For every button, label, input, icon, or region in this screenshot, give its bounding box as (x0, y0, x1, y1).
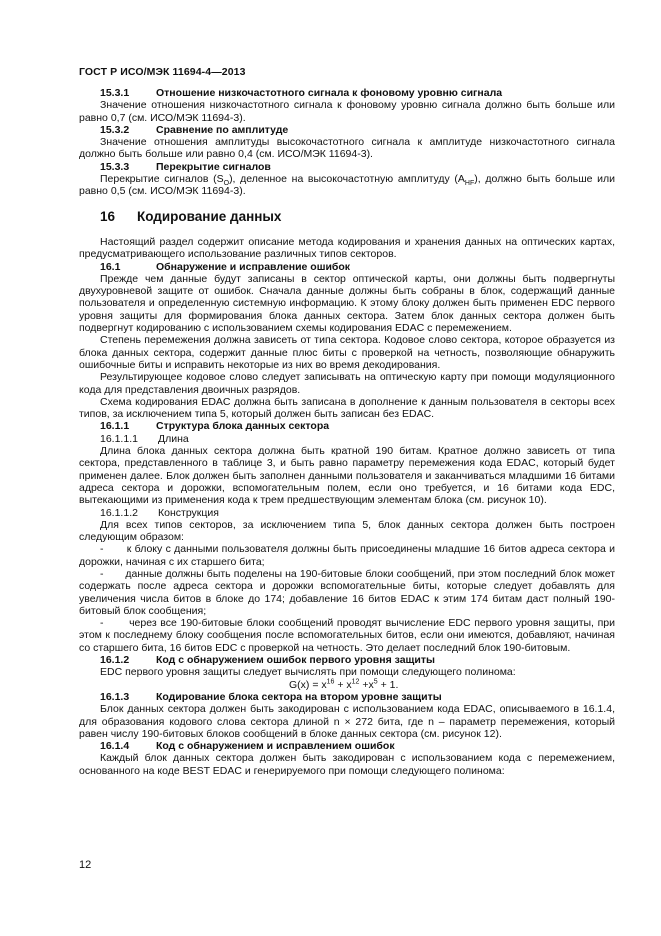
paragraph (79, 173, 615, 198)
section-number: 16.1.1.2 (100, 506, 138, 519)
section-number: 16.1.4 (100, 740, 130, 753)
section-title: Длина (158, 432, 189, 445)
text-fragment: ), деленное на высокочастотную амплитуду (A (229, 173, 465, 186)
heading-16-1-3 (79, 691, 615, 703)
section-title: Сравнение по амплитуде (156, 123, 289, 136)
paragraph: EDC первого уровня защиты следует вычислять при помощи следующего полинома: (100, 666, 516, 679)
heading-16-1-1-2 (79, 507, 615, 519)
section-title: Кодирование блока сектора на втором уровне защиты (156, 690, 442, 703)
list-item-text: через все 190-битовые блоки сообщений проводят вычисление EDC первого уровня защиты, при этом к последнему блоку сообщения после вспомогательных битов, если они имеются, добавляют, начиная со старшего бита, 16 битов EDC с проверкой на четность. Это делает последний блок 190-битовым. (79, 617, 616, 654)
dash-marker: - (100, 617, 104, 630)
document-header: ГОСТ Р ИСО/МЭК 11694-4—2013 (79, 66, 246, 78)
dash-marker: - (100, 543, 104, 556)
paragraph: Результирующее кодовое слово следует записывать на оптическую карту при помощи модуляционного кода для представления двоичных разрядов. (79, 371, 615, 396)
heading-16-1-1-1 (79, 433, 615, 445)
section-number: 16.1.2 (100, 654, 130, 667)
formula-part: + 1. (377, 678, 399, 691)
section-title: Структура блока данных сектора (156, 420, 330, 433)
formula-part: +x (359, 678, 374, 691)
section-number: 15.3.2 (100, 123, 130, 136)
paragraph: Значение отношения низкочастотного сигнала к фоновому уровню сигнала должно быть больше или равно 0,7 (см. ИСО/МЭК 11694-3). (79, 99, 615, 124)
heading-16-1-2 (79, 654, 615, 666)
paragraph: Значение отношения амплитуды высокочастотного сигнала к амплитуде низкочастотного сигнала должно быть больше или равно 0,4 (см. ИСО/МЭК 11694-3). (79, 136, 615, 161)
paragraph: Для всех типов секторов, за исключением типа 5, блок данных сектора должен быть построен следующим образом: (79, 518, 615, 544)
heading-15-3-3 (79, 161, 615, 173)
exponent: 12 (351, 678, 360, 686)
list-item-text: данные должны быть поделены на 190-битовые блоки сообщений, при этом последний блок может содержать после адреса сектора и дорожки вспомогательные биты, которые следует добавлять для увеличения числа битов в блоке до 174; добавление 16 битов EDAC к этим 174 битам даст полный 190-битовый блок сообщения; (79, 567, 616, 617)
section-number: 15.3.3 (100, 160, 130, 173)
paragraph: Степень перемежения должна зависеть от типа сектора. Кодовое слово сектора, которое образуется из блока данных сектора, содержит данные плюс биты с проверкой на четность, позволяющие обнаружить ошибочные биты и исправить некоторые из них во время декодирования. (79, 334, 615, 371)
section-title: Перекрытие сигналов (156, 160, 271, 173)
section-title: Конструкция (158, 506, 219, 519)
list-item (79, 568, 615, 617)
section-number: 16.1.3 (100, 690, 130, 703)
section-title: Код с обнаружением и исправлением ошибок (156, 740, 395, 753)
page-number: 12 (79, 859, 92, 871)
section-number: 16.1.1.1 (100, 432, 138, 445)
exponent: 5 (373, 678, 378, 686)
text-fragment: Перекрытие сигналов (S (100, 173, 224, 186)
heading-16-1-4 (79, 740, 615, 752)
list-item (79, 617, 615, 654)
paragraph: Схема кодирования EDAC должна быть записана в дополнение к данным пользователя в секторы всех типов, за исключением типа 5, который должен быть записан без EDAC. (79, 395, 615, 421)
polynomial-formula (79, 679, 615, 691)
section-title: Обнаружение и исправление ошибок (156, 260, 351, 273)
subscript: HF (464, 180, 475, 188)
section-number: 16.1.1 (100, 420, 130, 433)
section-number: 15.3.1 (100, 87, 130, 99)
dash-marker: - (100, 567, 104, 580)
formula-part: + x (334, 678, 352, 691)
heading-15-3-2 (79, 124, 615, 136)
list-item-text: к блоку с данными пользователя должны быть присоединены младшие 16 битов адреса сектора и дорожки, начиная с их старшего бита; (79, 543, 616, 568)
heading-16-1-1 (79, 420, 615, 432)
section-number: 16.1 (100, 260, 121, 273)
document-body (79, 87, 615, 777)
exponent: 16 (326, 678, 335, 686)
paragraph: Каждый блок данных сектора должен быть закодирован с использованием кода с перемежением, основанного на коде BEST EDAC и генерируемого при помощи следующего полинома: (79, 752, 615, 777)
paragraph: Длина блока данных сектора должна быть кратной 190 битам. Кратное должно зависеть от типа сектора, представленного в таблице 3, и быть равно параметру перемежения кода EDAC, который будет применен далее. Блок должен быть заполнен данными пользователя и заканчиваться младшими 16 битами адреса сектора и дорожки, вспомогательным полем, если оно требуется, и 16 битами кода EDC, вытекающими из применения кода к трем предшествующим элементам блока (см. рисунок 10). (79, 445, 615, 507)
paragraph: Прежде чем данные будут записаны в сектор оптической карты, они должны быть подвергнуты двухуровневой защите от ошибок. Сначала данные должны быть собраны в блок, содержащий данные пользователя и определенную системную информацию. К этому блоку должен быть применен EDC первого уровня защиты для формирования блока данных сектора. Затем блок данных сектора должен быть подвергнут кодированию с использованием схемы кодирования EDAC с перемежением. (79, 272, 615, 335)
formula-part: G(x) = x (289, 678, 327, 691)
heading-16-1 (79, 261, 615, 273)
paragraph: Блок данных сектора должен быть закодирован с использованием кода EDAC, описываемого в 16.1.4, для образования кодового слова сектора длиной n × 272 бита, где n – параметр перемежения, который равен числу 190-битовых блоков сообщений в блоке данных сектора (см. рисунок 12). (79, 703, 615, 740)
section-title: Отношение низкочастотного сигнала к фоновому уровню сигнала (156, 87, 503, 99)
section-number: 16 (100, 208, 116, 224)
heading-16 (79, 208, 615, 224)
section-title: Кодирование данных (137, 208, 282, 224)
list-item (79, 543, 615, 568)
heading-15-3-1 (79, 87, 615, 99)
paragraph: Настоящий раздел содержит описание метода кодирования и хранения данных на оптических картах, предусматривающего использование различных типов секторов. (79, 235, 615, 261)
subscript: O (223, 180, 230, 188)
text-fragment: ), должно быть больше или равно 0,5 (см. ИСО/МЭК 11694-3). (79, 173, 615, 198)
section-title: Код с обнаружением ошибок первого уровня защиты (156, 654, 435, 667)
